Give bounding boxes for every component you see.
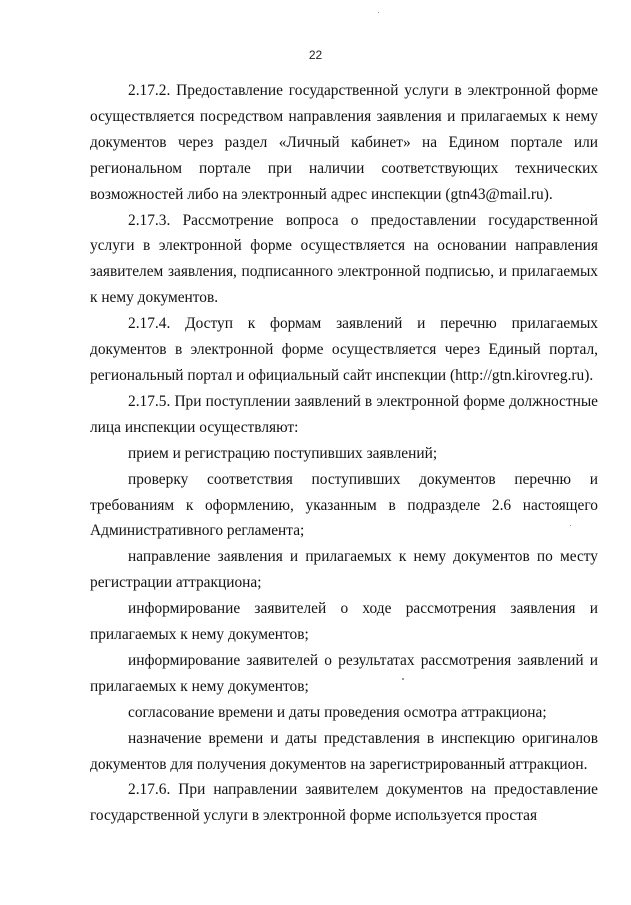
list-item-originals-scheduling: назначение времени и даты представления в инспекцию оригиналов документов для получения документов на зарегистрированный аттракцион. xyxy=(90,729,598,773)
page-number: 22 xyxy=(308,48,323,62)
paragraph-2-17-5: 2.17.5. При поступлении заявлений в электронной форме должностные лица инспекции осуществляют: xyxy=(90,392,598,436)
paragraph-2-17-4: 2.17.4. Доступ к формам заявлений и перечню прилагаемых документов в электронной форме осуществляется через Единый портал, региональный портал и официальный сайт инспекции (http://gtn.kirovreg.ru). xyxy=(90,315,598,384)
scan-speck xyxy=(570,525,571,526)
document-body xyxy=(90,78,598,829)
list-item-results-info: информирование заявителей о результатах рассмотрения заявлений и прилагаемых к нему документов; xyxy=(90,651,598,695)
list-item-forwarding: направление заявления и прилагаемых к нему документов по месту регистрации аттракциона; xyxy=(90,548,598,592)
list-item-inspection-scheduling: согласование времени и даты проведения осмотра аттракциона; xyxy=(128,703,547,721)
paragraph-2-17-3: 2.17.3. Рассмотрение вопроса о предоставлении государственной услуги в электронной форме осуществляется на основании направления заявителем заявления, подписанного электронной подписью, и прилагаемых к нему документов. xyxy=(90,211,598,307)
scan-speck xyxy=(402,678,404,680)
paragraph-2-17-6: 2.17.6. При направлении заявителем документов на предоставление государственной услуги в электронной форме используется простая xyxy=(90,781,598,825)
list-item-reception: прием и регистрацию поступивших заявлений; xyxy=(128,444,438,462)
list-item-verification: проверку соответствия поступивших документов перечню и требованиям к оформлению, указанным в подразделе 2.6 настоящего Административного регламента; xyxy=(90,470,598,540)
list-item-progress-info: информирование заявителей о ходе рассмотрения заявления и прилагаемых к нему документов; xyxy=(90,600,598,644)
paragraph-2-17-2: 2.17.2. Предоставление государственной услуги в электронной форме осуществляется посредством направления заявления и прилагаемых к нему документов через раздел «Личный кабинет» на Едином портале или региональном портале при наличии соответствующих технических возможностей либо на электронный адрес инспекции (gtn43@mail.ru). xyxy=(90,82,598,203)
scan-speck xyxy=(378,12,379,13)
